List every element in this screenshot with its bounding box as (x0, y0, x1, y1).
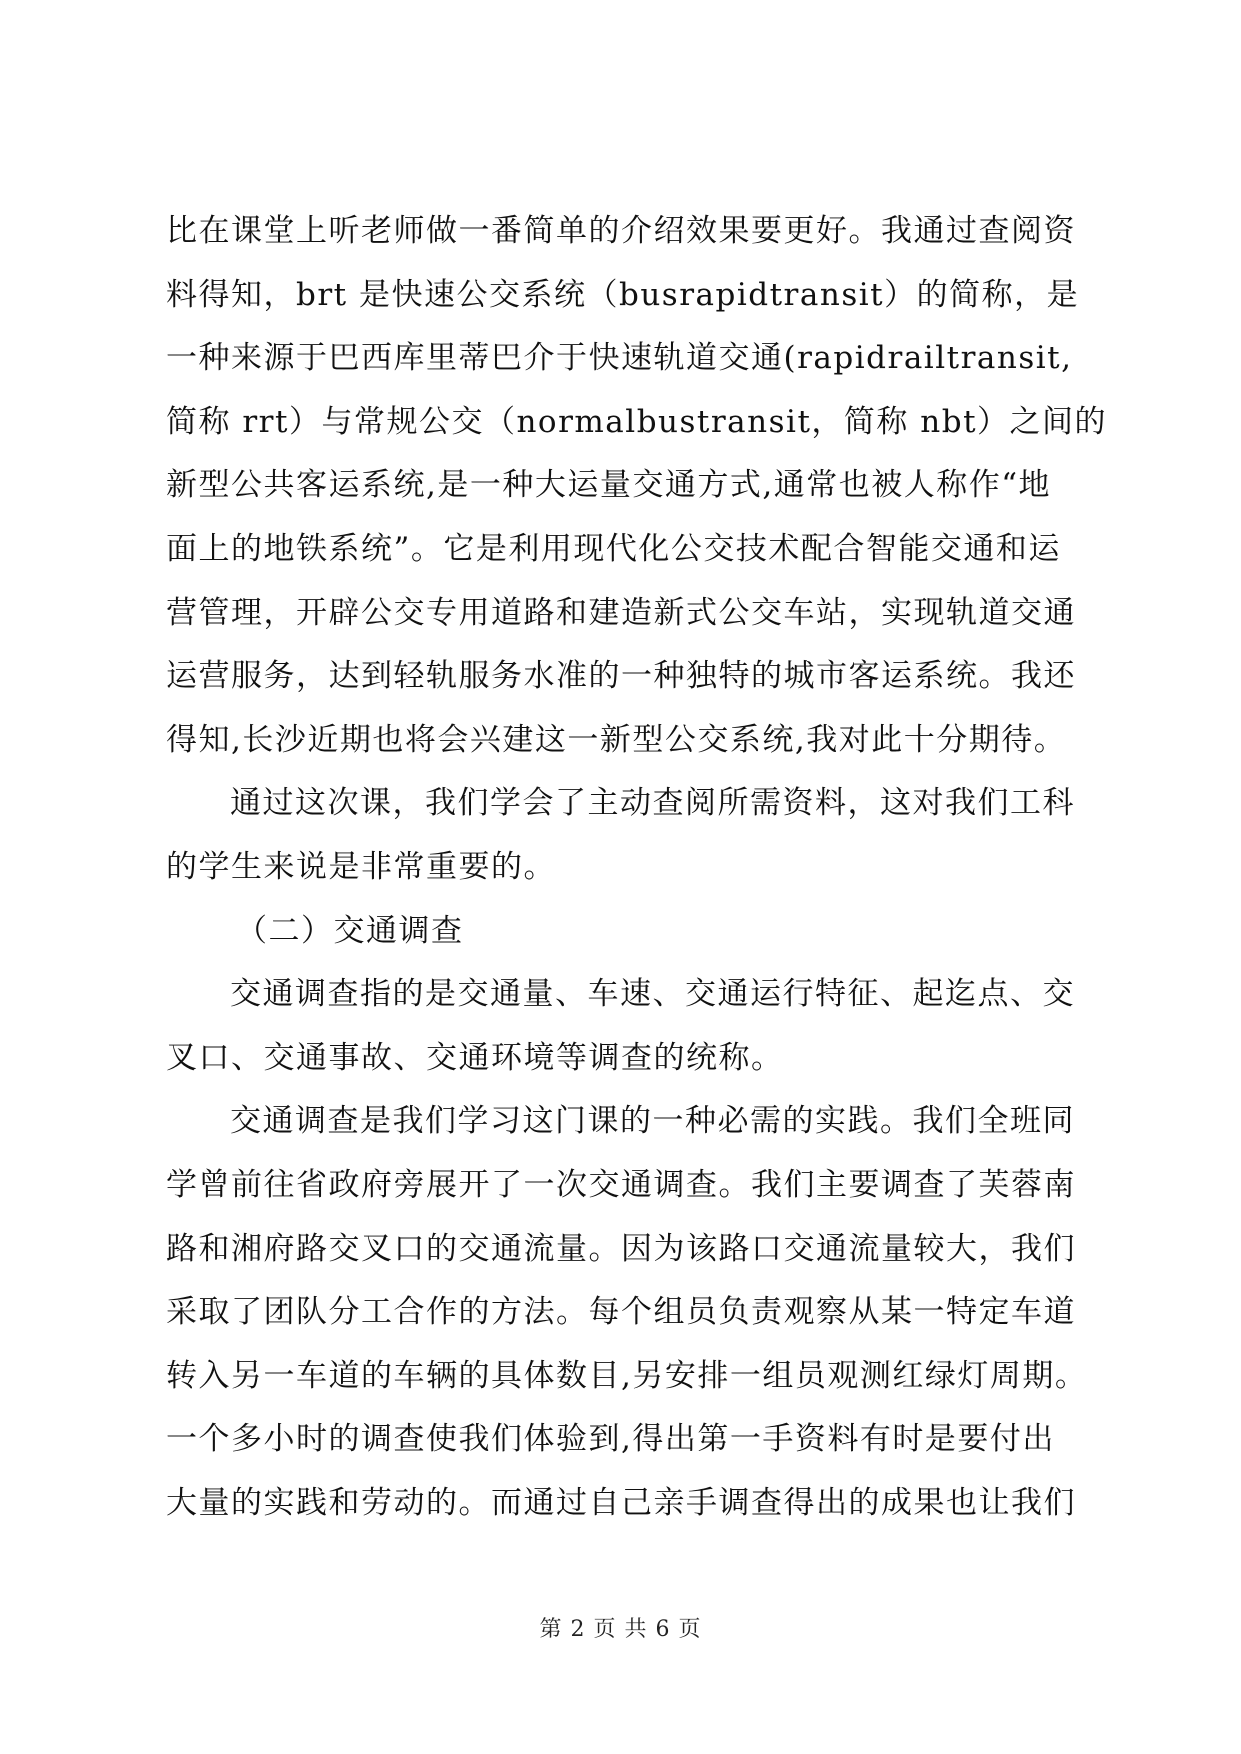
page-number-footer: 第 2 页 共 6 页 (539, 1617, 702, 1642)
body-text (166, 200, 1126, 1535)
text-line: 营管理，开辟公交专用道路和建造新式公交车站，实现轨道交通 (166, 594, 1076, 631)
paragraph-start-line: 交通调查指的是交通量、车速、交通运行特征、起迄点、交 (230, 976, 1075, 1013)
text-line: 简称 rrt）与常规公交（normalbustransit，简称 nbt）之间的 (166, 403, 1108, 440)
text-line: 的学生来说是非常重要的。 (166, 848, 556, 885)
paragraph-start-line: 通过这次课，我们学会了主动查阅所需资料，这对我们工科 (230, 785, 1075, 822)
text-line: 转入另一车道的车辆的具体数目,另安排一组员观测红绿灯周期。 (166, 1357, 1088, 1394)
text-line: 一个多小时的调查使我们体验到,得出第一手资料有时是要付出 (166, 1421, 1055, 1458)
text-line: 面上的地铁系统”。它是利用现代化公交技术配合智能交通和运 (166, 530, 1061, 567)
section-heading: （二）交通调查 (236, 912, 464, 949)
text-line: 路和湘府路交叉口的交通流量。因为该路口交通流量较大，我们 (166, 1230, 1076, 1267)
text-line: 采取了团队分工合作的方法。每个组员负责观察从某一特定车道 (166, 1294, 1076, 1331)
paragraph-start-line: 交通调查是我们学习这门课的一种必需的实践。我们全班同 (230, 1103, 1075, 1140)
text-line: 叉口、交通事故、交通环境等调查的统称。 (166, 1039, 784, 1076)
text-line: 一种来源于巴西库里蒂巴介于快速轨道交通(rapidrailtransit, (166, 340, 1073, 377)
text-line: 新型公共客运系统,是一种大运量交通方式,通常也被人称作“地 (166, 467, 1052, 504)
text-line: 运营服务，达到轻轨服务水准的一种独特的城市客运系统。我还 (166, 658, 1076, 695)
text-line: 大量的实践和劳动的。而通过自己亲手调查得出的成果也让我们 (166, 1484, 1076, 1521)
text-line: 比在课堂上听老师做一番简单的介绍效果要更好。我通过查阅资 (166, 213, 1076, 249)
text-line: 学曾前往省政府旁展开了一次交通调查。我们主要调查了芙蓉南 (166, 1166, 1076, 1203)
text-line: 料得知，brt 是快速公交系统（busrapidtransit）的简称，是 (166, 276, 1080, 313)
text-line: 得知,长沙近期也将会兴建这一新型公交系统,我对此十分期待。 (166, 721, 1067, 758)
